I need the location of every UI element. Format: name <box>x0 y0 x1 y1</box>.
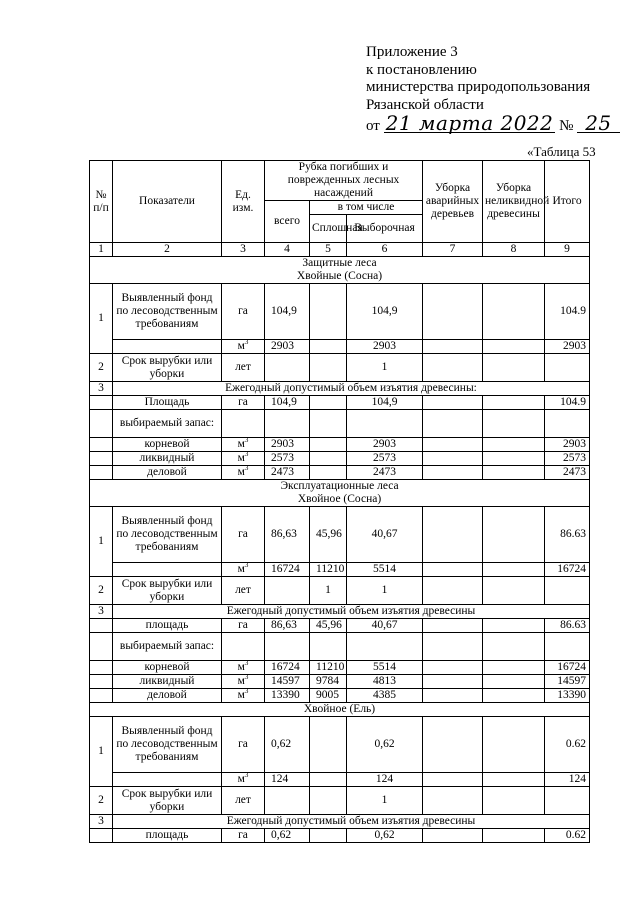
number-sign: № <box>559 118 574 134</box>
table-row: корневой $м^3$ 2903 2903 2903 <box>90 438 590 452</box>
index-cell: 3 <box>222 243 265 257</box>
table-row: Площадь га 104,9 104,9 104.9 <box>90 396 590 410</box>
from-label: от <box>366 118 380 134</box>
section-protective <box>90 257 590 284</box>
table-row: площадь га 86,63 45,96 40,67 86.63 <box>90 619 590 633</box>
index-cell: 6 <box>347 243 423 257</box>
table-row: 3 Ежегодный допустимый объем изъятия древесины: <box>90 382 590 396</box>
index-cell: 4 <box>265 243 310 257</box>
col-solid-header: Сплошная <box>310 215 347 243</box>
section-title: Эксплуатационные леса <box>280 480 399 492</box>
table-row: выбираемый запас: <box>90 410 590 438</box>
col-emergency-header: Уборка аварийных деревьев <box>423 161 483 243</box>
header-row <box>90 161 590 201</box>
section-title: Защитные леса <box>302 257 377 269</box>
index-cell: 8 <box>483 243 545 257</box>
appendix-line-3: министерства природопользования <box>366 79 591 95</box>
index-cell: 5 <box>310 243 347 257</box>
handwritten-number: 25 <box>577 114 619 133</box>
section-species: Хвойное (Ель) <box>90 703 590 717</box>
appendix-line-2: к постановлению <box>366 61 477 78</box>
index-cell: 9 <box>545 243 590 257</box>
table-row: 2 Срок вырубки или уборки лет 1 <box>90 354 590 382</box>
index-cell: 7 <box>423 243 483 257</box>
col-num-header: № п/п <box>90 161 113 243</box>
section-species: Хвойные (Сосна) <box>296 270 383 282</box>
col-selective-header: Выборочная <box>347 215 423 243</box>
index-cell: 1 <box>90 243 113 257</box>
appendix-line-4: Рязанской области <box>366 96 484 113</box>
index-row <box>90 243 590 257</box>
appendix-date-line <box>366 111 626 136</box>
col-felling-header: Рубка погибших и поврежденных лесных насаждений <box>265 161 423 201</box>
col-illiquid-header: Уборка неликвидной древесины <box>483 161 545 243</box>
table-row: 3 Ежегодный допустимый объем изъятия древесины <box>90 815 590 829</box>
table-row: $м^3$ 16724 11210 5514 16724 <box>90 563 590 577</box>
table-row: 2 Срок вырубки или уборки лет 1 1 <box>90 577 590 605</box>
table-row: выбираемый запас: <box>90 633 590 661</box>
col-including-header: в том числе <box>310 201 423 215</box>
col-sum-header: Итого <box>545 161 590 243</box>
col-unit-header: Ед. изм. <box>222 161 265 243</box>
col-total-header: всего <box>265 201 310 243</box>
table-row: 2 Срок вырубки или уборки лет 1 <box>90 787 590 815</box>
table-row: 1 Выявленный фонд по лесоводственным требованиям га 104,9 104,9 104.9 <box>90 284 590 340</box>
section-species: Хвойное (Сосна) <box>297 493 382 505</box>
section-spruce <box>90 703 590 717</box>
table-row: деловой $м^3$ 13390 9005 4385 13390 <box>90 689 590 703</box>
section-operational <box>90 480 590 507</box>
table-row: деловой $м^3$ 2473 2473 2473 <box>90 466 590 480</box>
table-row: 3 Ежегодный допустимый объем изъятия древесины <box>90 605 590 619</box>
appendix-header <box>366 44 626 136</box>
appendix-title: Приложение 3 <box>366 44 458 60</box>
table-row: площадь га 0,62 0,62 0.62 <box>90 829 590 843</box>
table-row: $м^3$ 124 124 124 <box>90 773 590 787</box>
col-indicators-header: Показатели <box>113 161 222 243</box>
table-row: корневой $м^3$ 16724 11210 5514 16724 <box>90 661 590 675</box>
table-row: ликвидный $м^3$ 2573 2573 2573 <box>90 452 590 466</box>
index-cell: 2 <box>113 243 222 257</box>
handwritten-date: 21 марта 2022 <box>385 111 554 135</box>
table-row: 1 Выявленный фонд по лесоводственным требованиям га 86,63 45,96 40,67 86.63 <box>90 507 590 563</box>
forest-table <box>89 160 590 843</box>
table-row: $м^3$ 2903 2903 2903 <box>90 340 590 354</box>
table-label: «Таблица 53 <box>527 144 596 159</box>
table-row: 1 Выявленный фонд по лесоводственным требованиям га 0,62 0,62 0.62 <box>90 717 590 773</box>
table-row: ликвидный $м^3$ 14597 9784 4813 14597 <box>90 675 590 689</box>
